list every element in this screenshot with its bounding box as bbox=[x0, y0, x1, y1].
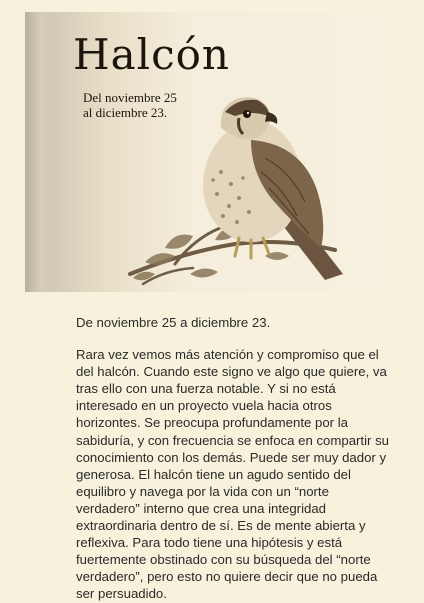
date-range bbox=[83, 90, 177, 120]
description-paragraph: Rara vez vemos más atención y compromiso que el del halcón. Cuando este signo ve algo que quiere, va tras ello con una fuerza notable. Y si no está interesado en un proyecto vuela hacia otros horizontes. Se preocupa profundamente por la sabiduría, y con frecuencia se enfoca en compartir su conocimiento con los demás. Puede ser muy dador y generosa. El halcón tiene un agudo sentido del equilibro y navega por la vida con un “norte verdadero” interno que crea una integridad extraordinaria dentro de sí. Es de mente abierta y reflexiva. Para todo tiene una hipótesis y está fuertemente obstinado con su búsqueda del “norte verdadero”, pero esto no quiere decir que no pueda ser persuadido. bbox=[76, 347, 390, 602]
date-range-line-2: al diciembre 23. bbox=[83, 105, 168, 120]
date-range-line-1: Del noviembre 25 bbox=[83, 90, 177, 105]
article-body bbox=[76, 314, 396, 603]
page-title: Halcón bbox=[73, 30, 230, 79]
header-illustration bbox=[25, 12, 399, 292]
date-summary: De noviembre 25 a diciembre 23. bbox=[76, 315, 271, 330]
